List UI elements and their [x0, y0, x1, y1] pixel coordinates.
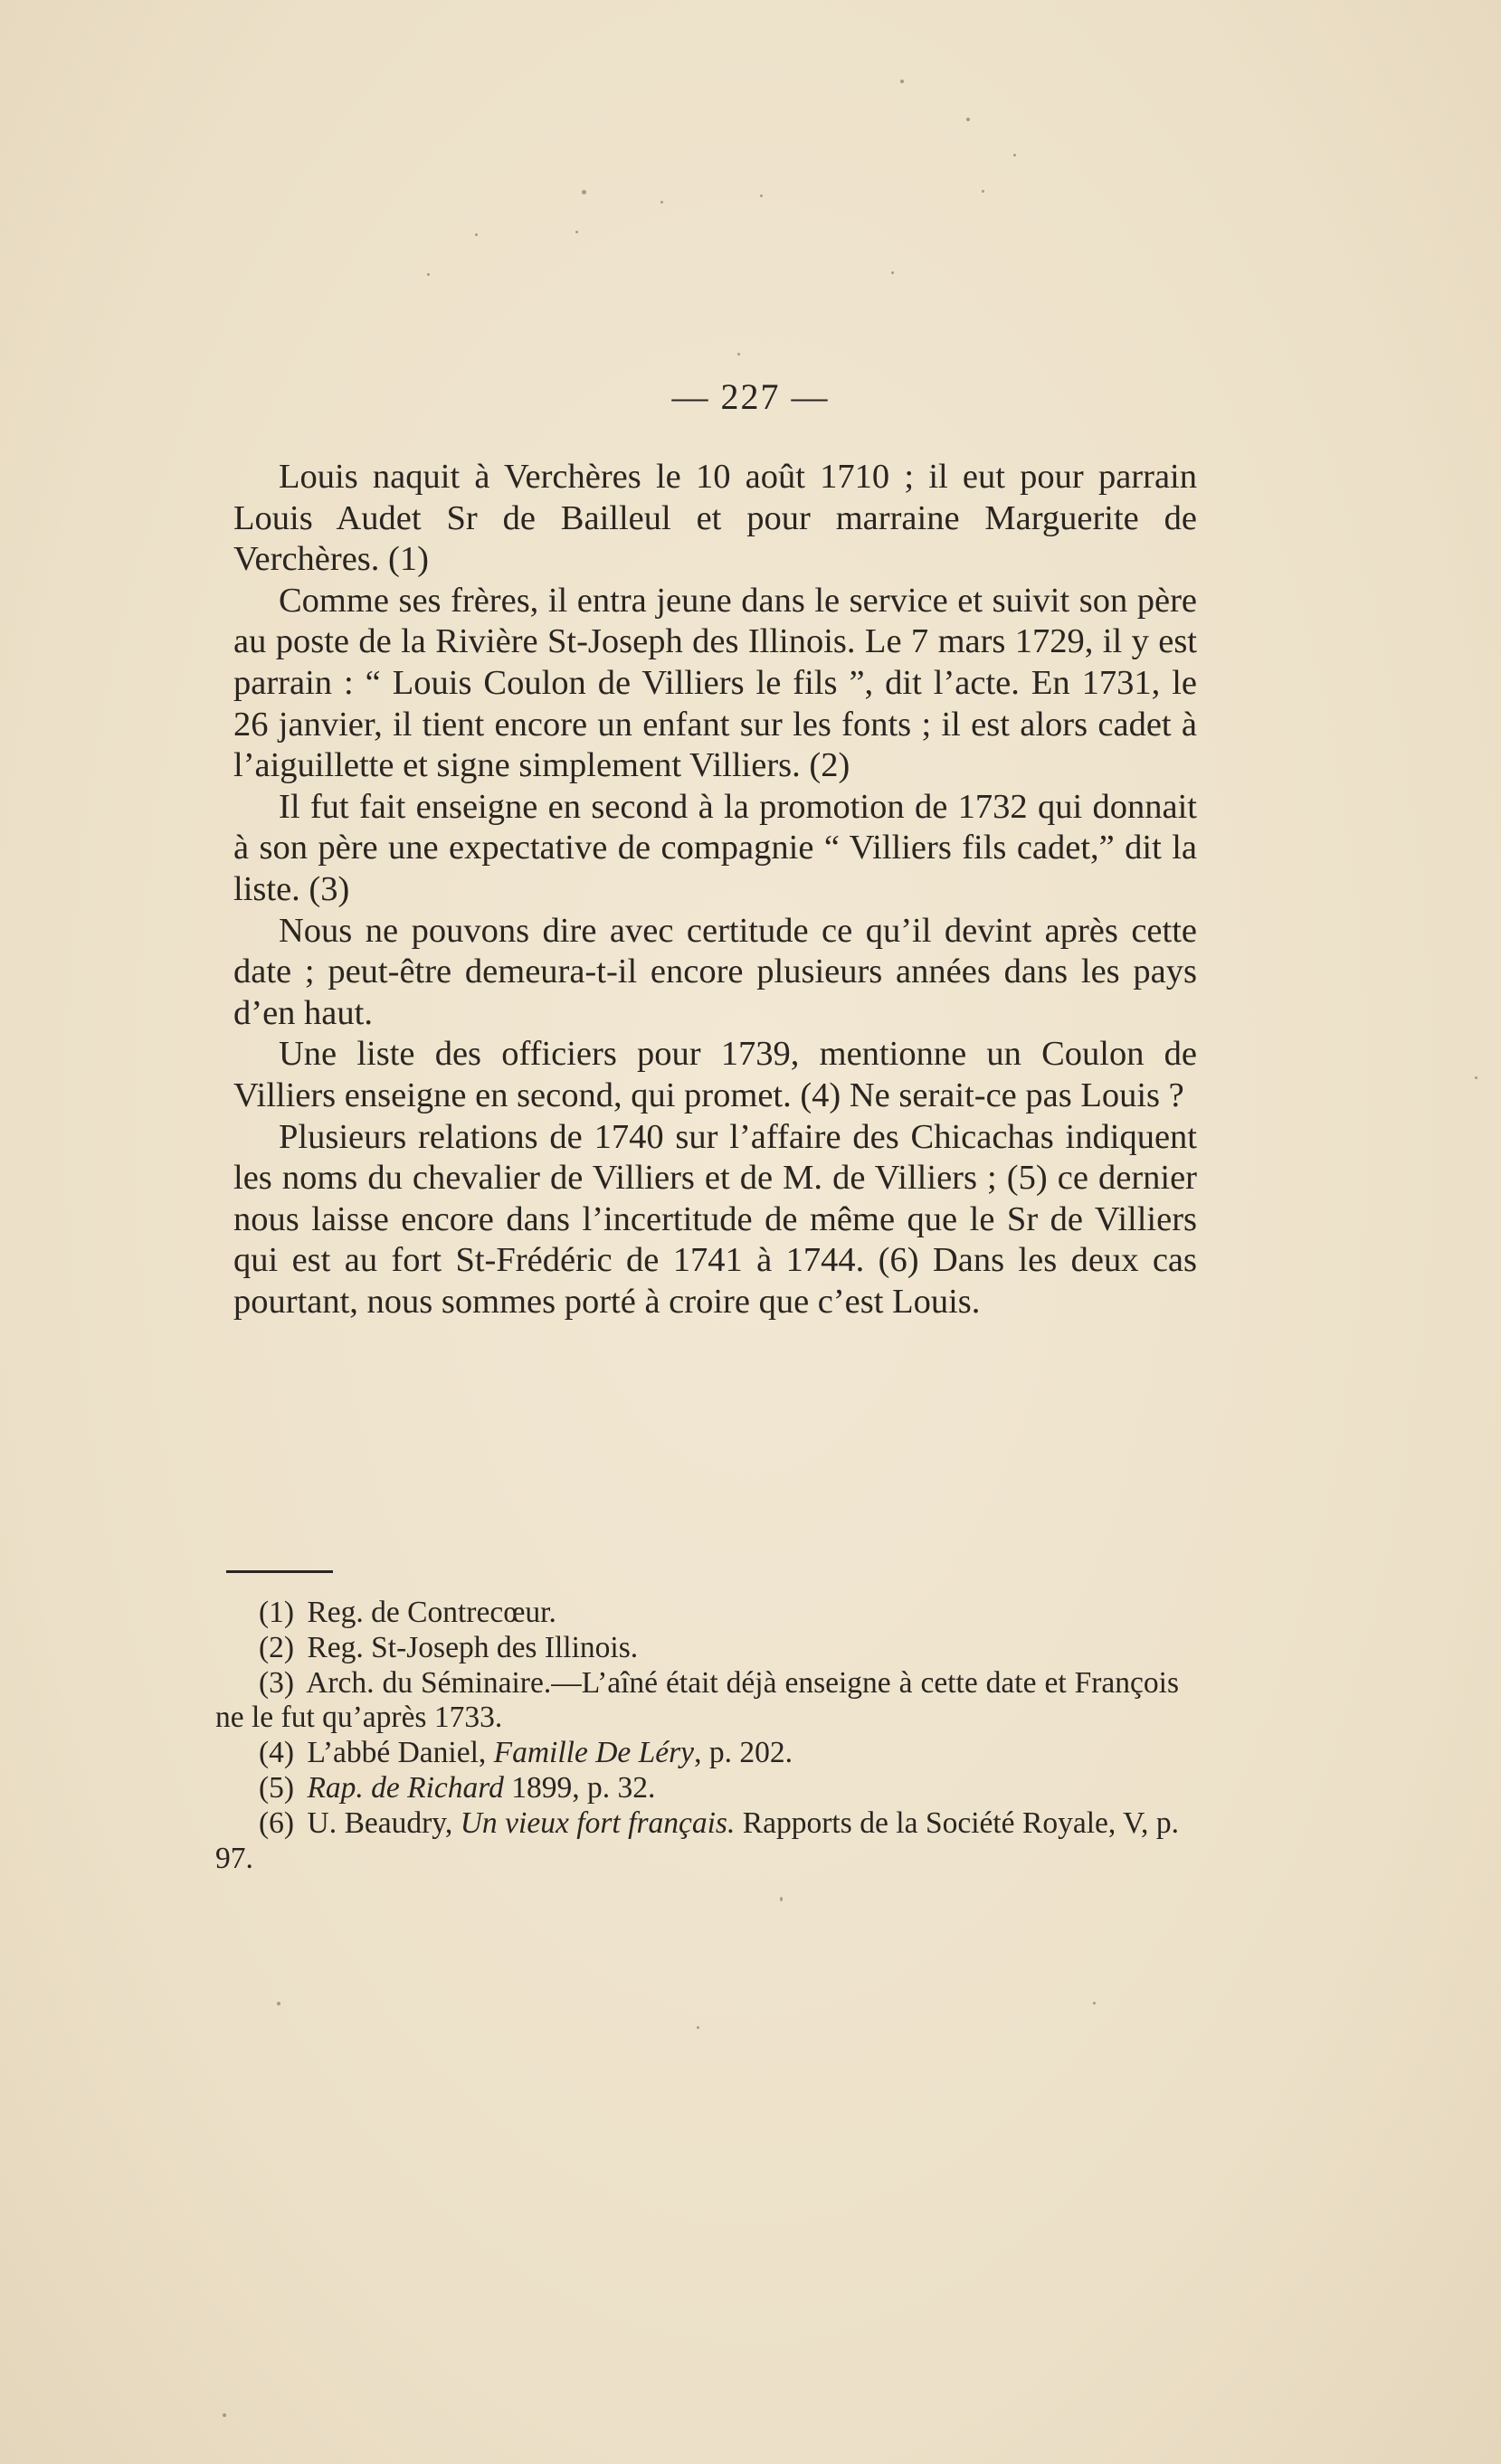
footnote-text: Reg. St-Joseph des Illinois.: [307, 1630, 639, 1664]
footnote-text: , p. 202.: [694, 1736, 793, 1770]
footnote-text: Reg. de Contrecœur.: [307, 1596, 556, 1629]
footnote-number: (5): [259, 1770, 295, 1805]
paper-speck: [582, 190, 586, 194]
paragraph: Une liste des officiers pour 1739, mentionne un Coulon de Villiers enseigne en second, qui promet. (4) Ne serait-ce pas Louis ?: [233, 1035, 1197, 1114]
footnote-text: L’abbé Daniel,: [307, 1736, 494, 1770]
paper-speck: [760, 194, 763, 197]
footnote: [215, 1596, 1179, 1631]
footnote-number: (2): [259, 1630, 295, 1664]
footnotes: [215, 1596, 1179, 1876]
footnote: [215, 1806, 1179, 1877]
paragraph: Nous ne pouvons dire avec certitude ce qu’il devint après cette date ; peut-être demeura-t-il encore plusieurs années dans les pays d’en haut.: [233, 911, 1197, 1032]
footnote-number: (4): [259, 1736, 295, 1770]
footnote-text: U. Beaudry,: [307, 1805, 461, 1840]
footnote-text: Arch. du Séminaire.—L’aîné était déjà enseigne à cette date et François ne le fut qu’après 1733.: [215, 1665, 1179, 1735]
paper-speck: [900, 80, 904, 83]
footnote: [215, 1736, 1179, 1771]
footnote-text: 1899, p. 32.: [503, 1770, 656, 1805]
footnote-separator: [226, 1570, 333, 1573]
paper-speck: [277, 2002, 280, 2005]
paper-speck: [697, 2026, 699, 2029]
paper-speck: [475, 233, 478, 236]
footnote-title: Un vieux fort français.: [460, 1805, 736, 1840]
footnote: [215, 1771, 1179, 1806]
paper-speck: [660, 201, 663, 204]
paper-speck: [1093, 2002, 1096, 2004]
footnote-text: Rapports de la Société Royale, V, p. 97.: [215, 1805, 1179, 1875]
paper-speck: [1013, 154, 1016, 156]
paper-speck: [427, 273, 430, 276]
footnote: [215, 1631, 1179, 1666]
paper-speck: [1475, 1076, 1477, 1079]
paragraph: Il fut fait enseigne en second à la promotion de 1732 qui donnait à son père une expectative de compagnie “ Villiers fils cadet,” dit la liste. (3): [233, 787, 1197, 908]
paragraph: Plusieurs relations de 1740 sur l’affaire des Chicachas indiquent les noms du chevalier de Villiers et de M. de Villiers ; (5) ce dernier nous laisse encore dans l’incertitude de même que le Sr de Villiers qui est au fort St-Frédéric de 1741 à 1744. (6) Dans les deux cas pourtant, nous sommes porté à croire que c’est Louis.: [233, 1117, 1197, 1321]
footnote-number: (1): [259, 1596, 295, 1629]
paragraph: Comme ses frères, il entra jeune dans le service et suivit son père au poste de la Rivière St-Joseph des Illinois. Le 7 mars 1729, il y est parrain : “ Louis Coulon de Villiers le fils ”, dit l’acte. En 1731, le 26 janvier, il tient encore un enfant sur les fonts ; il est alors cadet à l’aiguillette et signe simplement Villiers. (2): [233, 581, 1197, 785]
paragraph: Louis naquit à Verchères le 10 août 1710 ; il eut pour parrain Louis Audet Sr de Bailleul et pour marraine Marguerite de Verchères. (1): [233, 458, 1197, 579]
paper-speck: [891, 271, 894, 274]
footnote-number: (3): [259, 1665, 295, 1700]
paper-speck: [966, 118, 970, 121]
footnote-title: Rap. de Richard: [307, 1770, 504, 1805]
paper-speck: [575, 231, 578, 233]
main-text: [233, 457, 1197, 1322]
paper-speck: [737, 353, 740, 355]
footnote-number: (6): [259, 1805, 295, 1840]
paper-speck: [223, 2413, 226, 2417]
footnote-title: Famille De Léry: [493, 1736, 695, 1770]
footnote: [215, 1666, 1179, 1737]
paper-speck: [780, 1897, 783, 1901]
page-number: — 227 —: [671, 376, 830, 417]
paper-speck: [982, 190, 984, 193]
